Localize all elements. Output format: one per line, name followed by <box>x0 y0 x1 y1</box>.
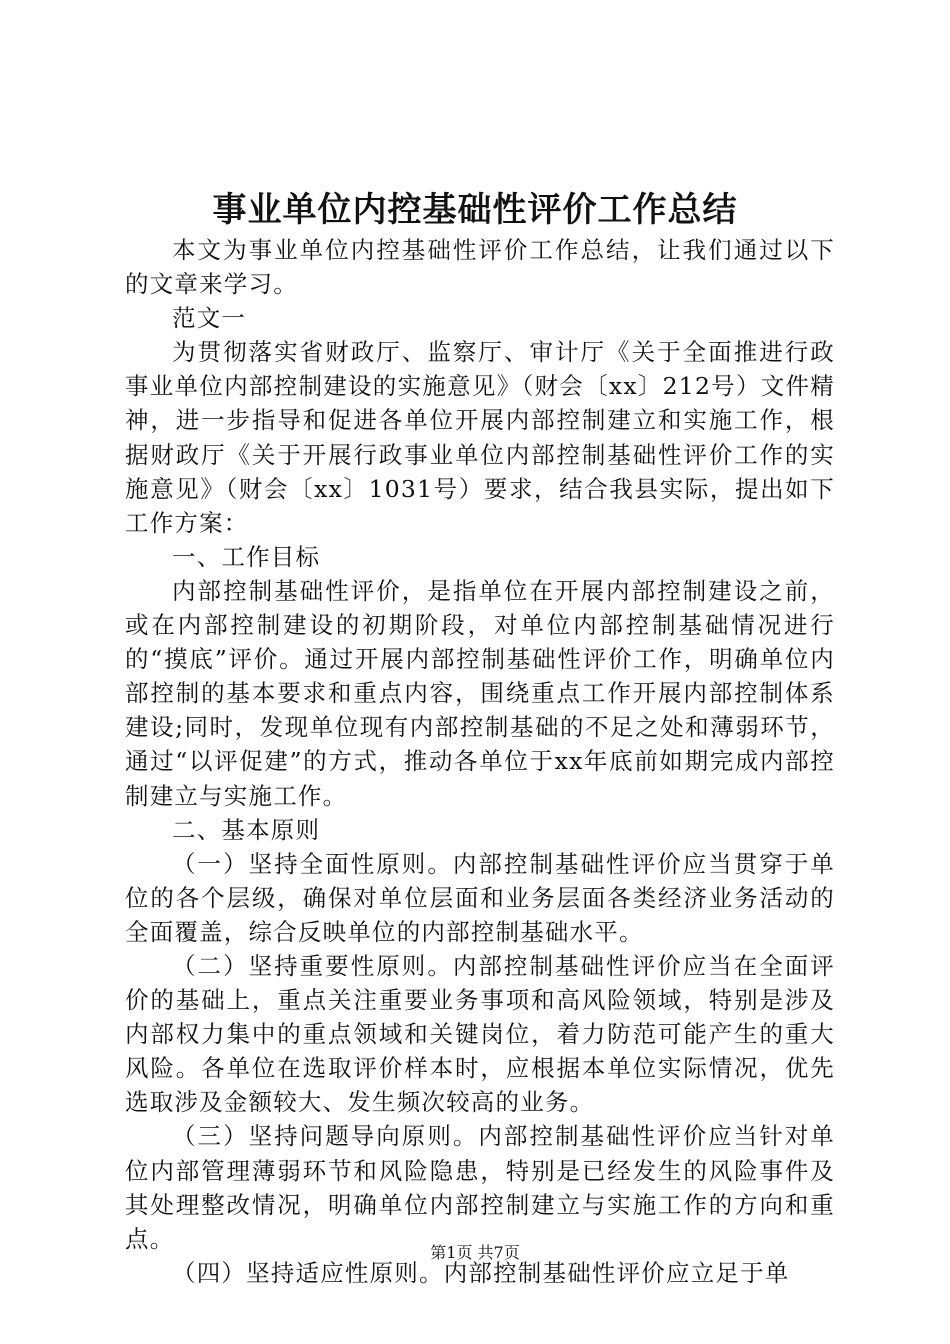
paragraph-principle-4: （四）坚持适应性原则。内部控制基础性评价应立足于单 <box>172 1258 790 1287</box>
paragraph-intro: 本文为事业单位内控基础性评价工作总结，让我们通过以下的文章来学习。 <box>125 236 835 299</box>
document-body <box>125 233 835 1290</box>
paragraph-background: 为贯彻落实省财政厅、监察厅、审计厅《关于全面推进行政事业单位内部控制建设的实施意见》（财会〔xx〕212号）文件精神，进一步指导和促进各单位开展内部控制建立和实施工作，根据财政厅《关于开展行政事业单位内部控制基础性评价工作的实施意见》（财会〔xx〕1031号）要求，结合我县实际，提出如下工作方案： <box>125 338 835 537</box>
heading-work-goal: 一、工作目标 <box>172 542 321 571</box>
paragraph-principle-1: （一）坚持全面性原则。内部控制基础性评价应当贯穿于单位的各个层级，确保对单位层面和业务层面各类经济业务活动的全面覆盖，综合反映单位的内部控制基础水平。 <box>125 849 835 946</box>
paragraph-sample-label: 范文一 <box>172 304 247 333</box>
paragraph-work-goal: 内部控制基础性评价，是指单位在开展内部控制建设之前，或在内部控制建设的初期阶段，对单位内部控制基础情况进行的“摸底”评价。通过开展内部控制基础性评价工作，明确单位内部控制的基本要求和重点内容，围绕重点工作开展内部控制体系建设;同时，发现单位现有内部控制基础的不足之处和薄弱环节，通过“以评促建”的方式，推动各单位于xx年底前如期完成内部控制建立与实施工作。 <box>125 576 835 810</box>
document-title: 事业单位内控基础性评价工作总结 <box>212 190 738 230</box>
paragraph-principle-2: （二）坚持重要性原则。内部控制基础性评价应当在全面评价的基础上，重点关注重要业务事项和高风险领域，特别是涉及内部权力集中的重点领域和关键岗位，着力防范可能产生的重大风险。各单位在选取评价样本时，应根据本单位实际情况，优先选取涉及金额较大、发生频次较高的业务。 <box>125 951 835 1117</box>
page-footer: 第1页 共7页 <box>430 1243 520 1262</box>
heading-basic-principles: 二、基本原则 <box>172 815 321 844</box>
paragraph-principle-3: （三）坚持问题导向原则。内部控制基础性评价应当针对单位内部管理薄弱环节和风险隐患，特别是已经发生的风险事件及其处理整改情况，明确单位内部控制建立与实施工作的方向和重点。 <box>125 1122 835 1253</box>
